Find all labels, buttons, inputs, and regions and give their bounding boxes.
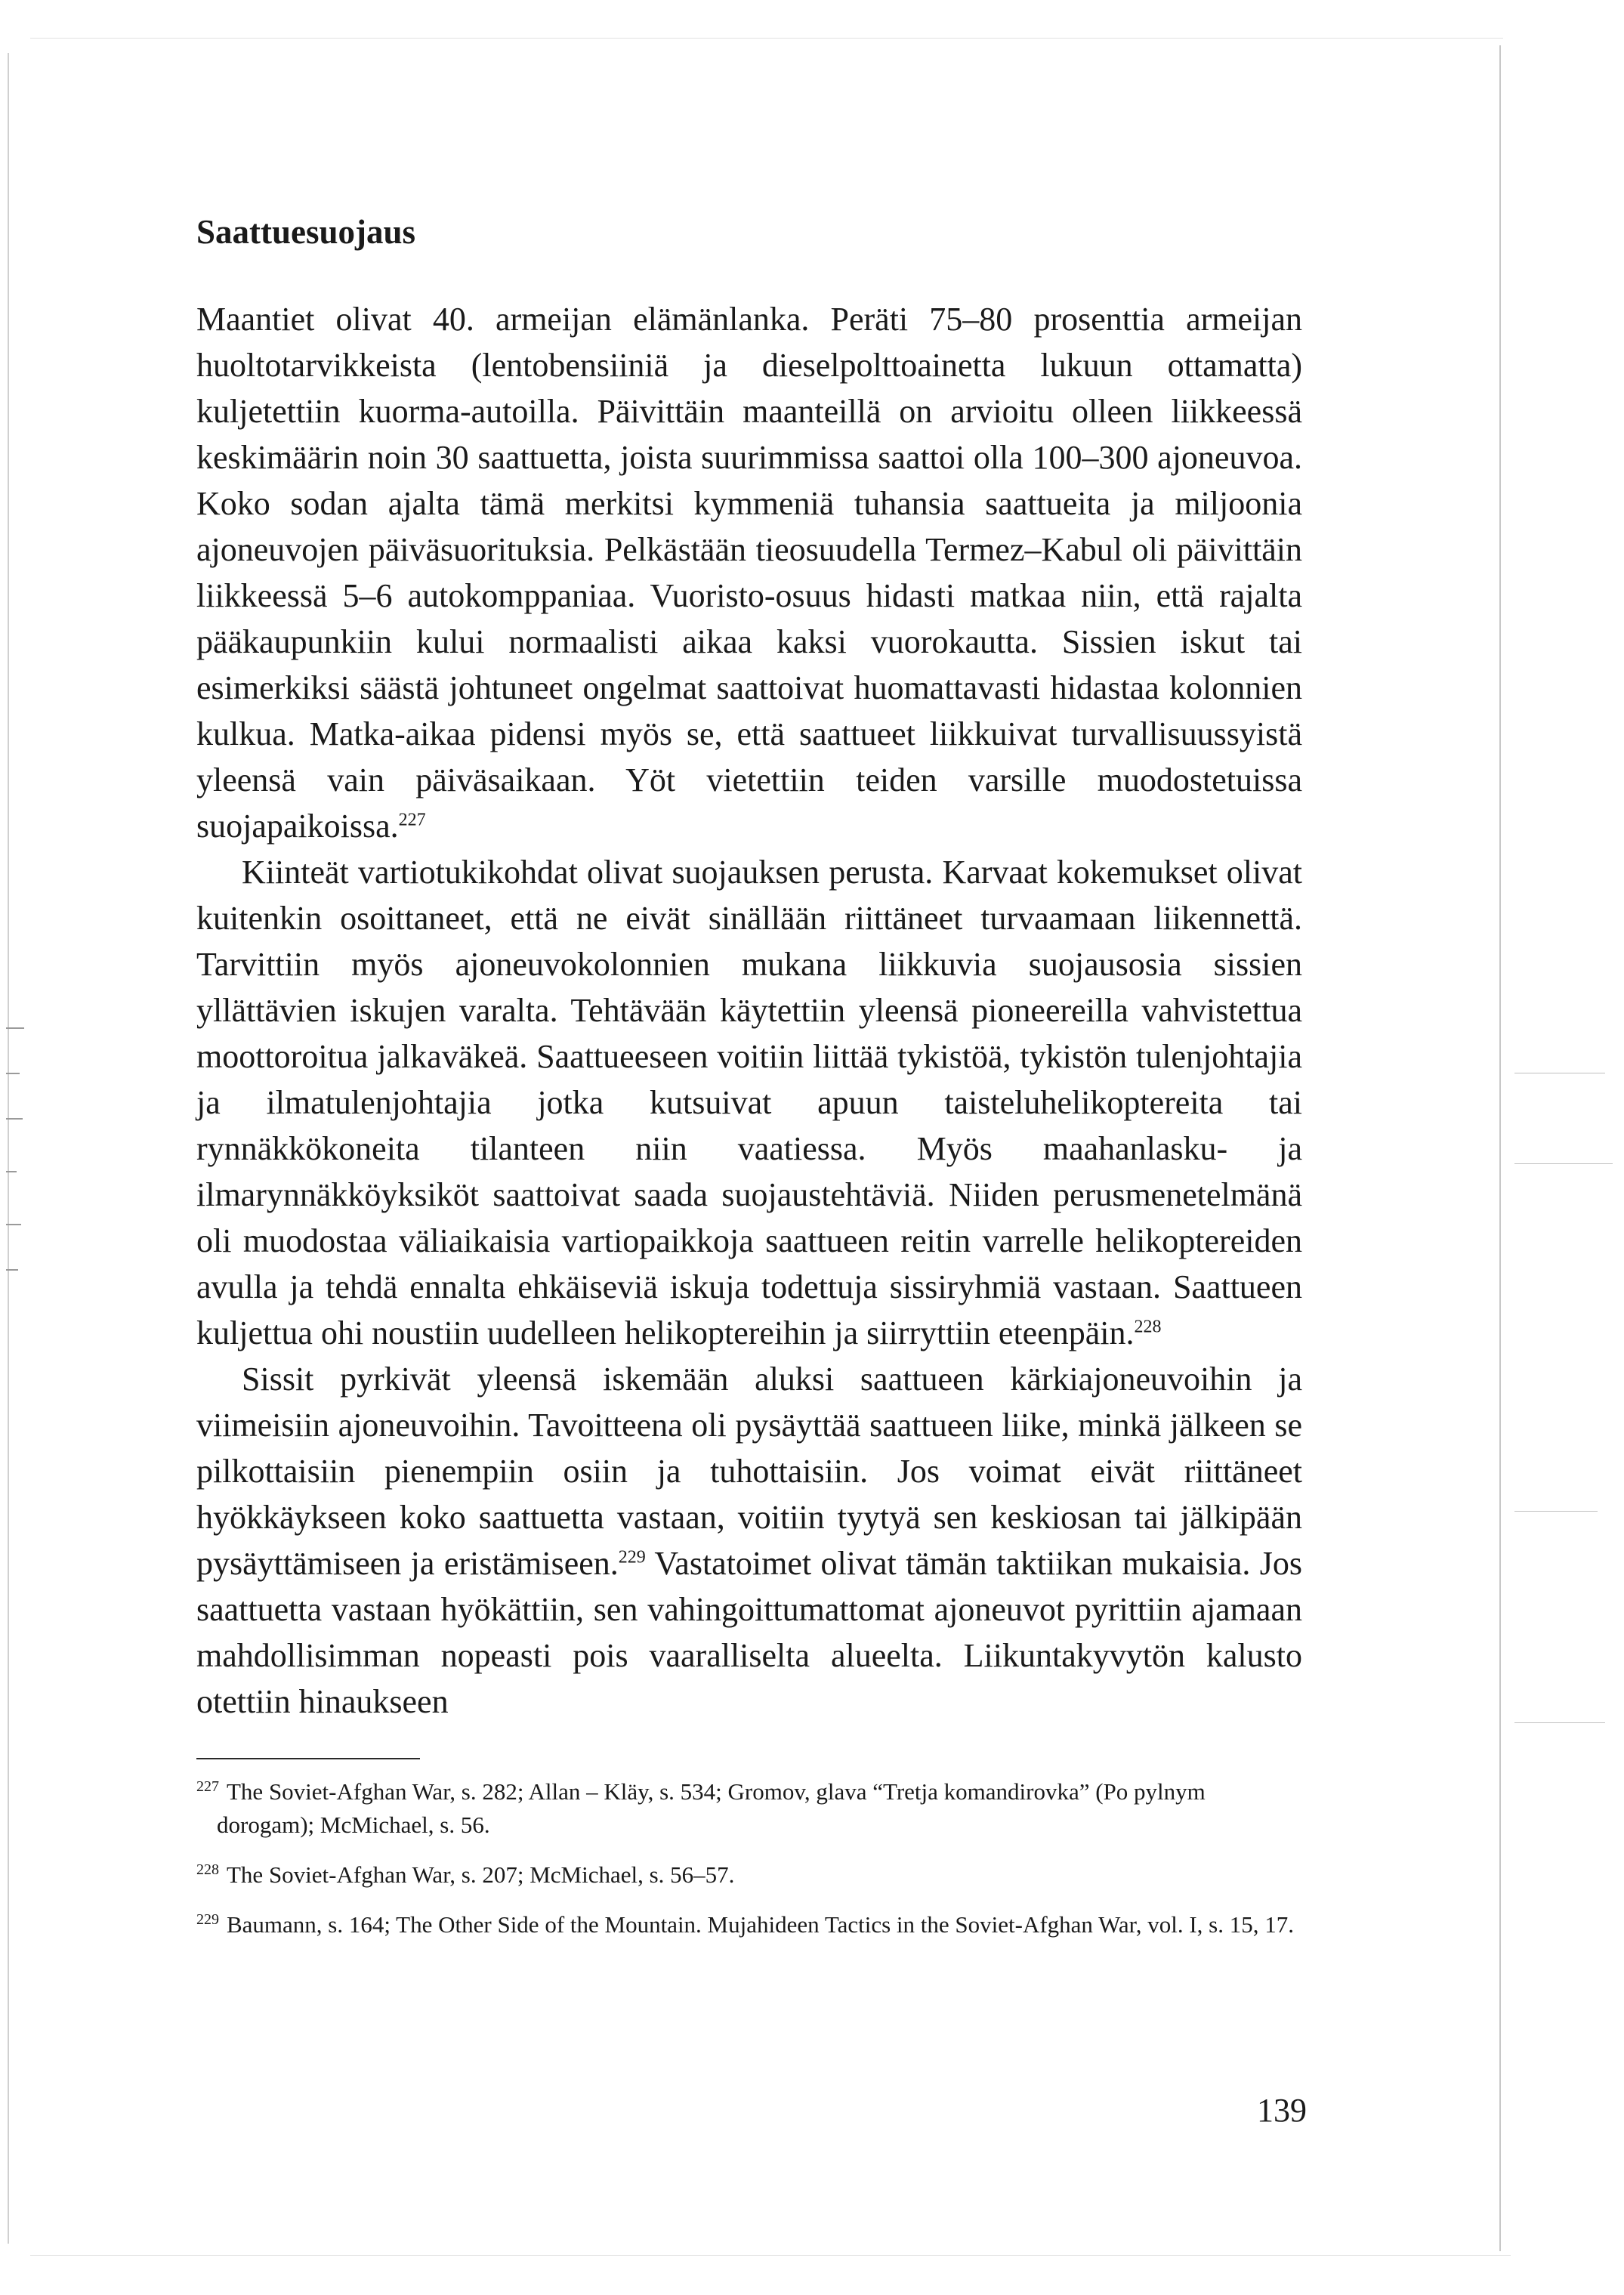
scan-artifact-left [0,997,30,1284]
paragraph-3-text-before: Sissit pyrkivät yleensä iskemään aluksi saattueen kärkiajoneuvoihin ja viimeisiin ajoneuvoihin. Tavoitteena oli pysäyttää saattueen liike, minkä jälkeen se pilkottaisiin pienempiin osiin ja tuhottaisiin. Jos voimat eivät riittäneet hyökkäykseen koko saattuetta vastaan, voitiin tyytyä sen keskiosan tai jälkipään pysäyttämiseen ja eristämiseen. [196,1361,1302,1582]
footnote-text: Baumann, s. 164; The Other Side of the Mountain. Mujahideen Tactics in the Soviet-Afghan War, vol. I, s. 15, 17. [227,1911,1294,1938]
paragraph-3-text-after: Vastatoimet olivat tämän taktiikan mukaisia. Jos saattuetta vastaan hyökättiin, sen vahingoittumattomat ajoneuvot pyrittiin ajamaan mahdollisimman nopeasti pois vaaralliselta alueelta. Liikuntakyvytön kalusto otettiin hinaukseen [196,1545,1302,1720]
footnote-number: 229 [196,1910,219,1928]
footnote-ref-228[interactable]: 228 [1134,1317,1162,1337]
footnote-228 [196,1858,1302,1892]
paragraph-2-text: Kiinteät vartiotukikohdat olivat suojauksen perusta. Karvaat kokemukset olivat kuitenkin osoittaneet, että ne eivät sinällään riittäneet turvaamaan liikennettä. Tarvittiin myös ajoneuvokolonnien mukana liikkuvia suojausosia sissien yllättävien iskujen varalta. Tehtävään käytettiin yleensä pioneereilla vahvistettua moottoroitua jalkaväkeä. Saattueeseen voitiin liittää tykistöä, tykistön tulenjohtajia ja ilmatulenjohtajia jotka kutsuivat apuun taisteluhelikoptereita tai rynnäkkökoneita tilanteen niin vaatiessa. Myös maahanlasku- ja ilmarynnäkköyksiköt saattoivat saada suojaustehtäviä. Niiden perusmenetelmänä oli muodostaa väliaikaisia vartiopaikkoja saattueen reitin varrelle helikoptereiden avulla ja tehdä ennalta ehkäiseviä iskuja todettuja sissiryhmiä vastaan. Saattueen kuljettua ohi noustiin uudelleen helikoptereihin ja siirryttiin eteenpäin. [196,854,1302,1351]
footnote-number: 227 [196,1778,219,1795]
footnote-separator [196,1758,420,1759]
scan-edge-top [30,38,1503,39]
scan-artifact-right [1507,1058,1620,1813]
paragraph-3 [196,1356,1302,1725]
footnote-ref-229[interactable]: 229 [618,1547,646,1568]
page-number: 139 [1257,2092,1307,2129]
paragraph-1-text: Maantiet olivat 40. armeijan elämänlanka. Peräti 75–80 prosenttia armeijan huoltotarvikkeista (lentobensiiniä ja dieselpolttoainetta lukuun ottamatta) kuljetettiin kuorma-autoilla. Päivittäin maanteillä on arvioitu olleen liikkeessä keskimäärin noin 30 saattuetta, joista suurimmissa saattoi olla 100–300 ajoneuvoa. Koko sodan ajalta tämä merkitsi kymmeniä tuhansia saattueita ja miljoonia ajoneuvojen päiväsuorituksia. Pelkästään tieosuudella Termez–Kabul oli päivittäin liikkeessä 5–6 autokomppaniaa. Vuoristo-osuus hidasti matkaa niin, että rajalta pääkaupunkiin kului normaalisti aikaa kaksi vuorokautta. Sissien iskut tai esimerkiksi säästä johtuneet ongelmat saattoivat huomattavasti hidastaa kolonnien kulkua. Matka-aikaa pidensi myös se, että saattueet liikkuivat turvallisuussyistä yleensä vain päiväsaikaan. Yöt vietettiin teiden varsille muodostetuissa suojapaikoissa. [196,301,1302,845]
scan-edge-right [1499,45,1501,2251]
footnote-227 [196,1775,1302,1842]
footnote-text: The Soviet-Afghan War, s. 207; McMichael, s. 56–57. [227,1861,735,1888]
scan-edge-bottom [30,2255,1511,2256]
footnote-text: The Soviet-Afghan War, s. 282; Allan – Kläy, s. 534; Gromov, glava “Tretja komandirovka” (Po pylnym dorogam); McMichael, s. 56. [217,1778,1206,1838]
footnotes [196,1775,1302,1958]
page-body [196,212,1302,1725]
section-heading: Saattuesuojaus [196,213,416,251]
paragraph-2 [196,849,1302,1356]
footnote-229 [196,1908,1302,1941]
footnote-ref-227[interactable]: 227 [398,810,426,830]
paragraph-1 [196,296,1302,849]
footnote-number: 228 [196,1861,219,1878]
